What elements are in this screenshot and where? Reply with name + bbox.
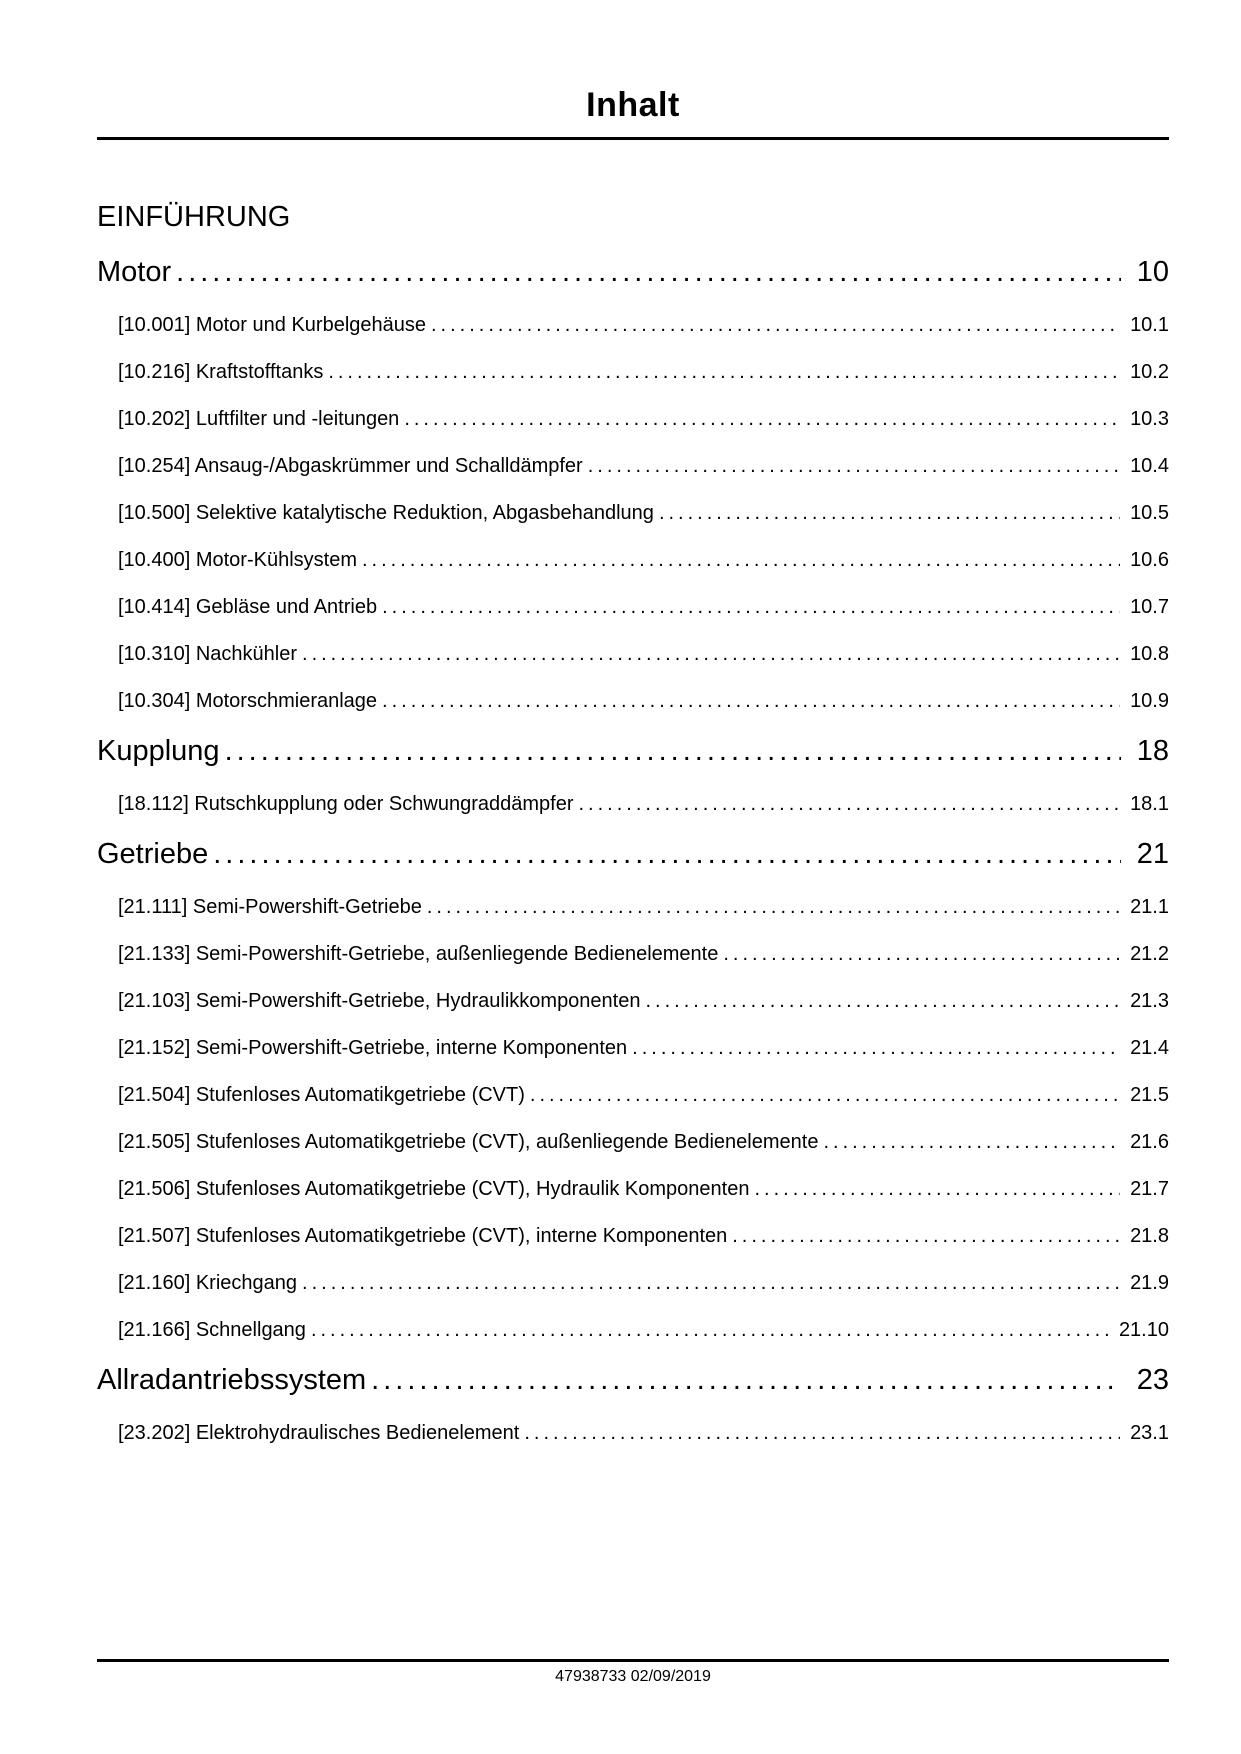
toc-entry-label: [10.216] Kraftstofftanks bbox=[118, 361, 324, 383]
dot-leader-icon bbox=[176, 254, 1121, 290]
toc-entry-label: [21.505] Stufenloses Automatikgetriebe (CVT), außenliegende Bedienelemente bbox=[118, 1131, 819, 1153]
dot-leader-icon bbox=[302, 643, 1120, 666]
toc-entry-label: Motor bbox=[97, 256, 172, 288]
toc-page bbox=[97, 0, 1169, 1754]
toc-entry-page: 21.5 bbox=[1130, 1084, 1169, 1106]
toc-entry-row bbox=[97, 408, 1169, 431]
dot-leader-icon bbox=[524, 1422, 1120, 1445]
toc-entry-label: [21.133] Semi-Powershift-Getriebe, außenliegende Bedienelemente bbox=[118, 943, 719, 965]
toc-entry-page: 10.7 bbox=[1130, 596, 1169, 618]
toc-entry-row bbox=[97, 643, 1169, 666]
toc-entry-page: 21.8 bbox=[1130, 1225, 1169, 1247]
toc-entry-row bbox=[97, 455, 1169, 478]
dot-leader-icon bbox=[427, 896, 1120, 919]
toc-entry-label: [21.507] Stufenloses Automatikgetriebe (CVT), interne Komponenten bbox=[118, 1225, 728, 1247]
toc-entry-label: [21.504] Stufenloses Automatikgetriebe (CVT) bbox=[118, 1084, 525, 1106]
toc-entry-page: 10.8 bbox=[1130, 643, 1169, 665]
dot-leader-icon bbox=[382, 596, 1120, 619]
toc-entry-label: [21.166] Schnellgang bbox=[118, 1319, 306, 1341]
dot-leader-icon bbox=[371, 1362, 1121, 1398]
toc-entry-label: Kupplung bbox=[97, 735, 220, 767]
toc-entry-row bbox=[97, 1084, 1169, 1107]
toc-entry-label: [10.202] Luftfilter und -leitungen bbox=[118, 408, 400, 430]
footer-document-number: 47938733 02/09/2019 bbox=[555, 1668, 711, 1685]
toc-entry-page: 10.1 bbox=[1130, 314, 1169, 336]
toc-entry-label: [21.160] Kriechgang bbox=[118, 1272, 298, 1294]
dot-leader-icon bbox=[754, 1178, 1120, 1201]
dot-leader-icon bbox=[382, 690, 1120, 713]
toc-entry-label: [21.506] Stufenloses Automatikgetriebe (CVT), Hydraulik Komponenten bbox=[118, 1178, 750, 1200]
toc-entry-row bbox=[97, 690, 1169, 713]
toc-section-row bbox=[97, 836, 1169, 872]
toc-entry-row bbox=[97, 943, 1169, 966]
toc-entry-label: Allradantriebssystem bbox=[97, 1364, 367, 1396]
toc-entry-page: 18 bbox=[1136, 735, 1169, 767]
toc-entry-page: 21.7 bbox=[1130, 1178, 1169, 1200]
toc-entry-label: [10.254] Ansaug-/Abgaskrümmer und Schalldämpfer bbox=[118, 455, 583, 477]
toc-entry-label: [10.001] Motor und Kurbelgehäuse bbox=[118, 314, 426, 336]
toc-entry-label: [10.414] Gebläse und Antrieb bbox=[118, 596, 378, 618]
dot-leader-icon bbox=[632, 1037, 1120, 1060]
toc-entry-row bbox=[97, 502, 1169, 525]
toc-entry-page: 21.1 bbox=[1130, 896, 1169, 918]
toc-entry-label: Getriebe bbox=[97, 838, 209, 870]
toc-entry-label: [10.500] Selektive katalytische Reduktion, Abgasbehandlung bbox=[118, 502, 654, 524]
toc-entry-label: [21.152] Semi-Powershift-Getriebe, interne Komponenten bbox=[118, 1037, 628, 1059]
toc-entry-row bbox=[97, 314, 1169, 337]
dot-leader-icon bbox=[732, 1225, 1120, 1248]
toc-entry-page: 10.5 bbox=[1130, 502, 1169, 524]
dot-leader-icon bbox=[431, 314, 1120, 337]
toc-entry-page: 21.9 bbox=[1130, 1272, 1169, 1294]
toc-section-row bbox=[97, 254, 1169, 290]
dot-leader-icon bbox=[823, 1131, 1120, 1154]
title-rule bbox=[97, 137, 1169, 140]
dot-leader-icon bbox=[311, 1319, 1109, 1342]
dot-leader-icon bbox=[225, 733, 1121, 769]
dot-leader-icon bbox=[588, 455, 1120, 478]
toc-entry-page: 10.6 bbox=[1130, 549, 1169, 571]
toc-entry-page: 10.2 bbox=[1130, 361, 1169, 383]
toc-section-row bbox=[97, 1362, 1169, 1398]
toc-entry-page: 21.3 bbox=[1130, 990, 1169, 1012]
dot-leader-icon bbox=[213, 836, 1121, 872]
toc-entry-row bbox=[97, 549, 1169, 572]
dot-leader-icon bbox=[328, 361, 1120, 384]
toc-entry-row bbox=[97, 1131, 1169, 1154]
toc-entry-row bbox=[97, 1037, 1169, 1060]
toc-entry-row bbox=[97, 793, 1169, 816]
toc-entry-row bbox=[97, 896, 1169, 919]
page-footer bbox=[97, 1659, 1169, 1686]
dot-leader-icon bbox=[645, 990, 1120, 1013]
toc-list bbox=[97, 200, 1169, 1445]
toc-entry-label: [21.103] Semi-Powershift-Getriebe, Hydraulikkomponenten bbox=[118, 990, 641, 1012]
toc-entry-row bbox=[97, 1272, 1169, 1295]
toc-entry-page: 21 bbox=[1136, 838, 1169, 870]
toc-entry-page: 23.1 bbox=[1130, 1422, 1169, 1444]
dot-leader-icon bbox=[530, 1084, 1120, 1107]
toc-entry-page: 21.6 bbox=[1130, 1131, 1169, 1153]
toc-entry-label: [21.111] Semi-Powershift-Getriebe bbox=[118, 896, 422, 918]
toc-entry-label: [10.310] Nachkühler bbox=[118, 643, 298, 665]
toc-entry-page: 18.1 bbox=[1130, 793, 1169, 815]
toc-entry-page: 21.10 bbox=[1118, 1319, 1169, 1341]
page-title: Inhalt bbox=[586, 86, 680, 124]
toc-entry-page: 21.4 bbox=[1130, 1037, 1169, 1059]
dot-leader-icon bbox=[362, 549, 1120, 572]
toc-intro-heading: EINFÜHRUNG bbox=[97, 201, 291, 233]
toc-entry-page: 10.3 bbox=[1130, 408, 1169, 430]
dot-leader-icon bbox=[578, 793, 1120, 816]
toc-entry-page: 10.9 bbox=[1130, 690, 1169, 712]
toc-entry-row bbox=[97, 1422, 1169, 1445]
toc-entry-row bbox=[97, 990, 1169, 1013]
toc-entry-page: 10 bbox=[1136, 256, 1169, 288]
toc-entry-row bbox=[97, 1225, 1169, 1248]
toc-entry-label: [23.202] Elektrohydraulisches Bedienelement bbox=[118, 1422, 520, 1444]
toc-entry-row bbox=[97, 1178, 1169, 1201]
toc-entry-label: [18.112] Rutschkupplung oder Schwungraddämpfer bbox=[118, 793, 574, 815]
toc-section-row bbox=[97, 733, 1169, 769]
footer-rule bbox=[97, 1659, 1169, 1662]
dot-leader-icon bbox=[302, 1272, 1120, 1295]
toc-entry-label: [10.304] Motorschmieranlage bbox=[118, 690, 378, 712]
toc-entry-row bbox=[97, 596, 1169, 619]
dot-leader-icon bbox=[723, 943, 1120, 966]
toc-entry-row bbox=[97, 1319, 1169, 1342]
toc-entry-page: 10.4 bbox=[1130, 455, 1169, 477]
toc-entry-label: [10.400] Motor-Kühlsystem bbox=[118, 549, 357, 571]
dot-leader-icon bbox=[659, 502, 1120, 525]
dot-leader-icon bbox=[404, 408, 1120, 431]
toc-entry-page: 23 bbox=[1136, 1364, 1169, 1396]
toc-entry-page: 21.2 bbox=[1130, 943, 1169, 965]
toc-entry-row bbox=[97, 361, 1169, 384]
